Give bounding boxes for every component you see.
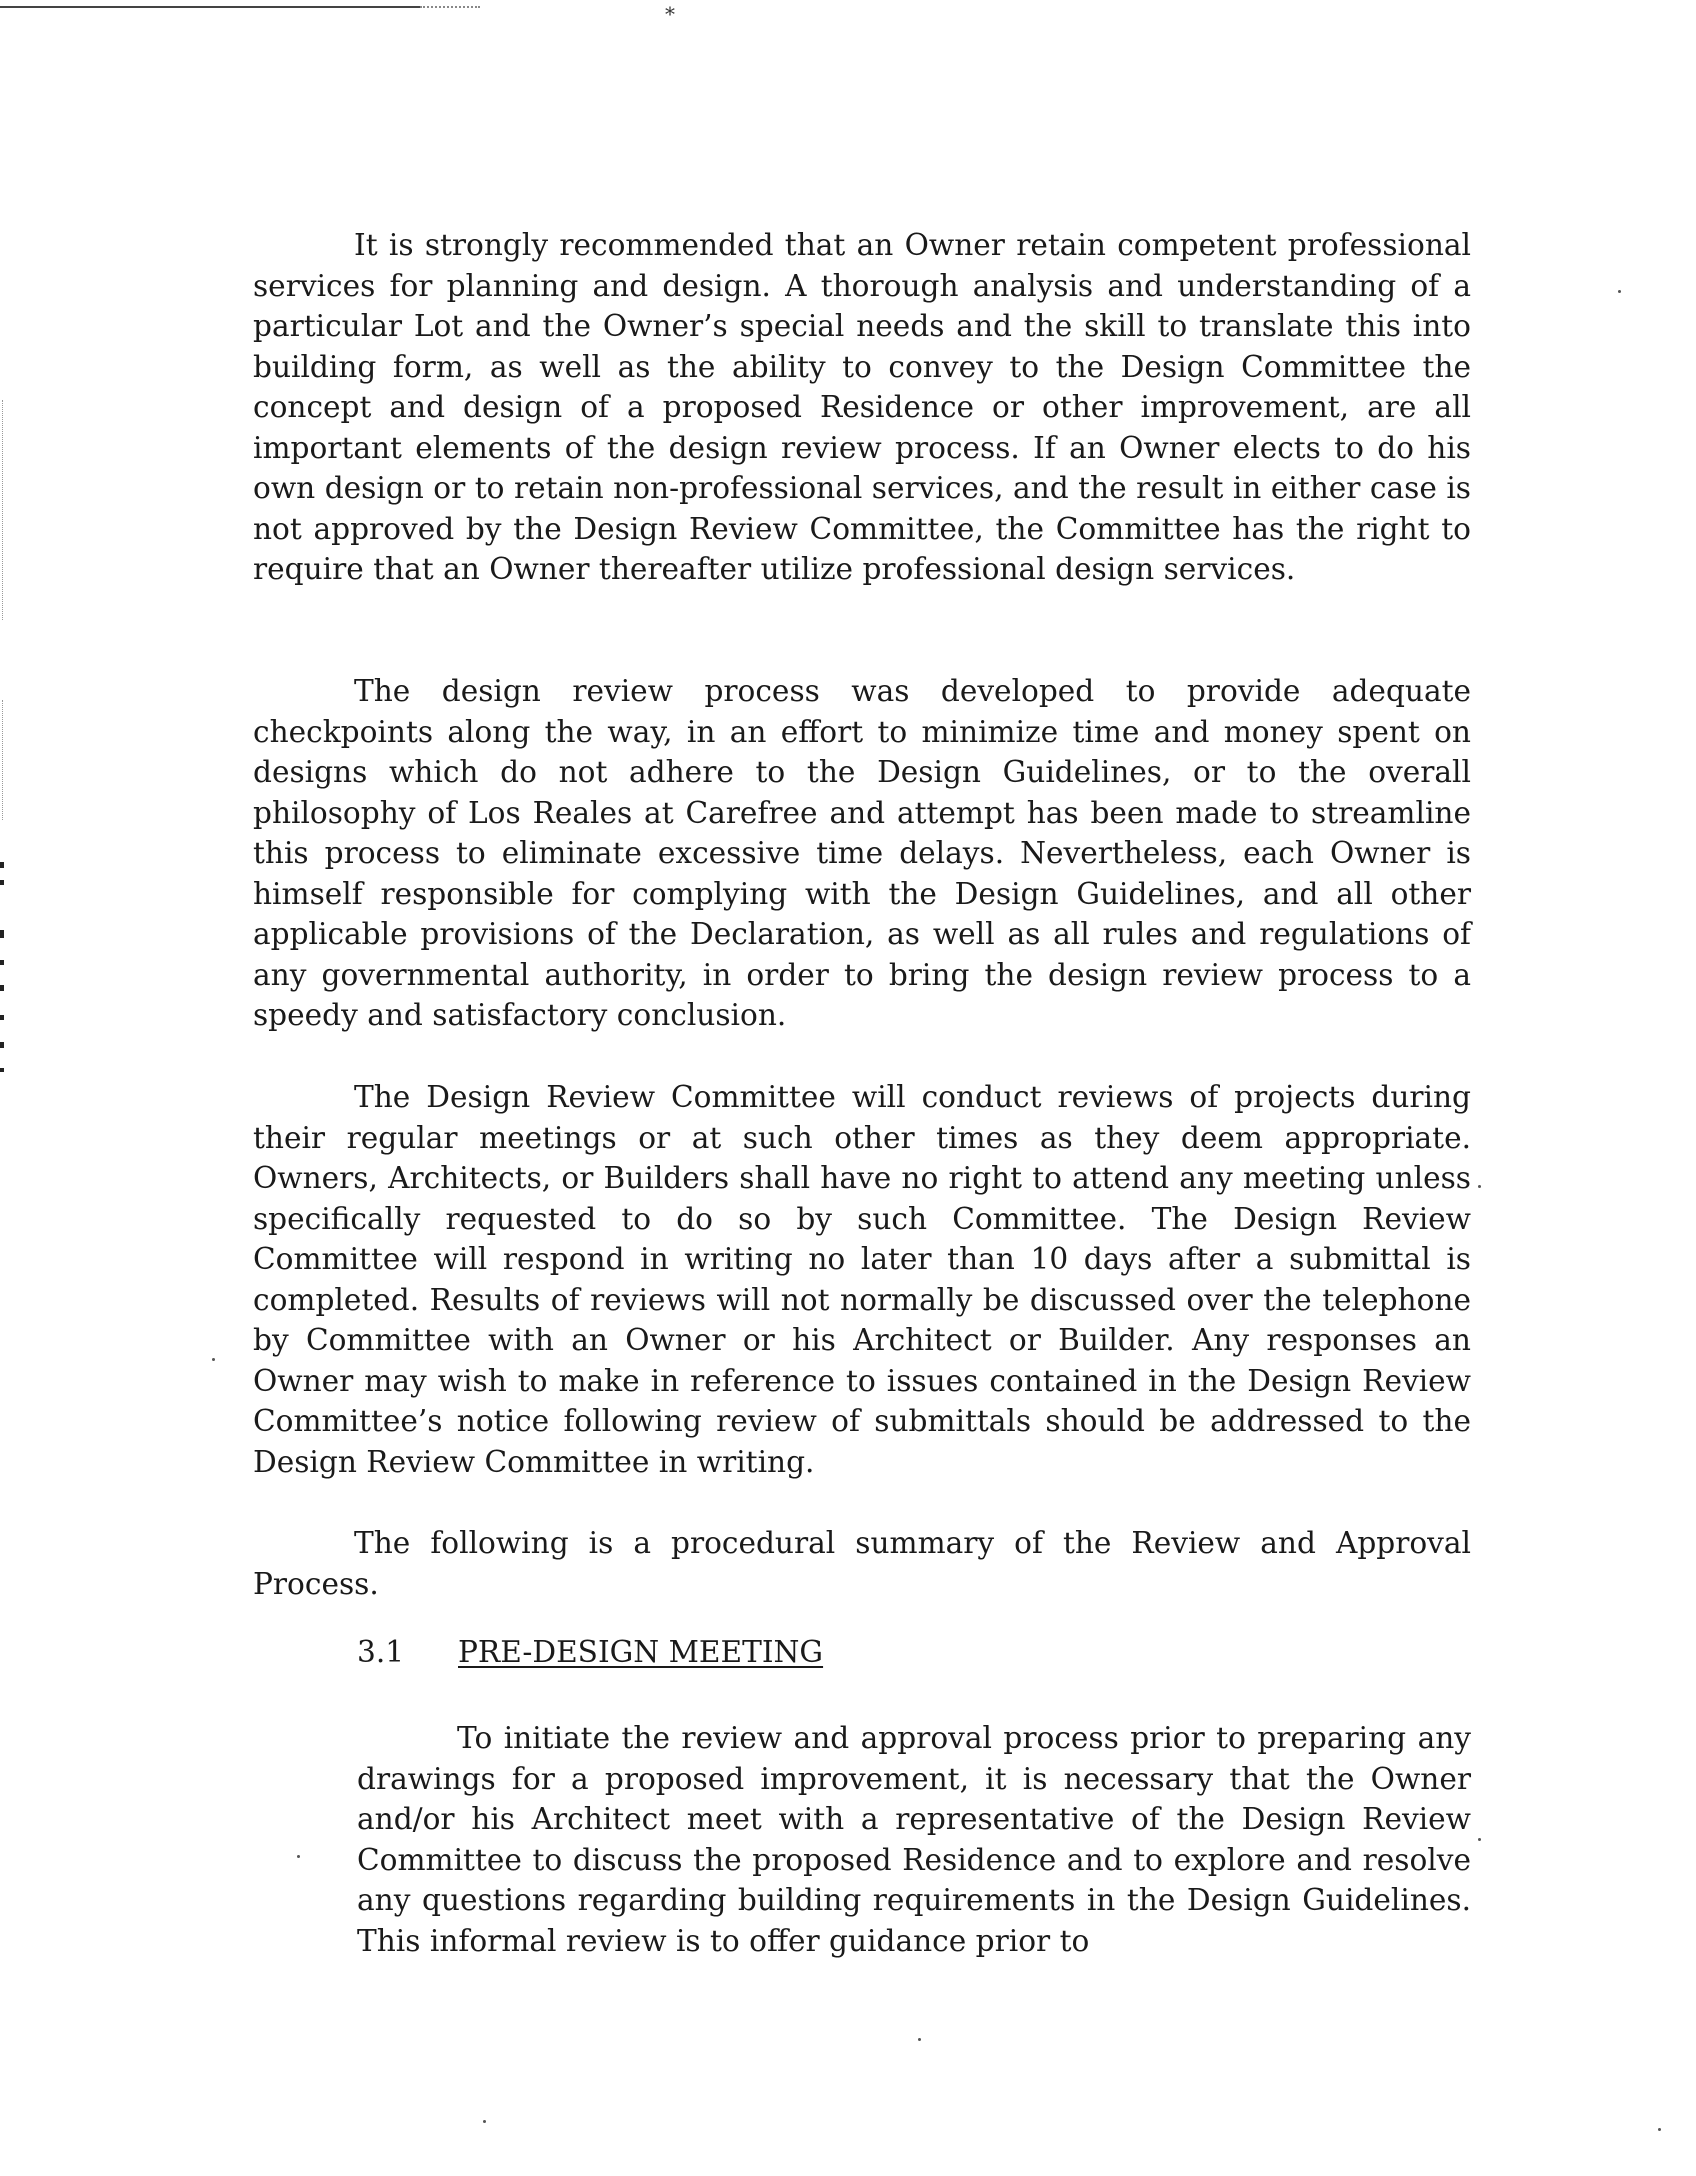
scan-edge-mark: [0, 880, 4, 885]
scan-edge-dots: [2, 400, 3, 620]
scan-edge-mark: [0, 862, 4, 868]
section-title: PRE-DESIGN MEETING: [458, 1635, 824, 1669]
scan-speck: [297, 1855, 300, 1858]
paragraph-procedural-summary: [253, 1523, 1471, 1604]
section-body: [357, 1718, 1471, 1961]
scan-edge-mark: [0, 960, 4, 965]
scan-edge-mark: [0, 1068, 4, 1072]
section-heading: [357, 1632, 823, 1673]
scan-speck: [212, 1358, 215, 1361]
top-scan-rule-tail: [420, 6, 480, 8]
top-scan-rule: [0, 6, 420, 8]
scan-edge-dots: [2, 700, 3, 820]
scan-speck: [918, 2038, 921, 2041]
paragraph-text: It is strongly recommended that an Owner retain competent professional services for planning and design. A thorough analysis and understanding of a particular Lot and the Owner’s special needs and the skill to translate this into building form, as well as the ability to convey to the Design Committee the concept and design of a proposed Residence or other improvement, are all important elements of the design review process. If an Owner elects to do his own design or to retain non-professional services, and the result in either case is not approved by the Design Review Committee, the Committee has the right to require that an Owner thereafter utilize professional design services.: [253, 228, 1471, 586]
paragraph-text: The Design Review Committee will conduct reviews of projects during their regular meetings or at such other times as they deem appropriate. Owners, Architects, or Builders shall have no right to attend any meeting unless specifically requested to do so by such Committee. The Design Review Committee will respond in writing no later than 10 days after a submittal is completed. Results of reviews will not normally be discussed over the telephone by Committee with an Owner or his Architect or Builder. Any responses an Owner may wish to make in reference to issues contained in the Design Review Committee’s notice following review of submittals should be addressed to the Design Review Committee in writing.: [253, 1080, 1471, 1479]
paragraph-committee-reviews: [253, 1077, 1471, 1482]
section-number: 3.1: [357, 1635, 405, 1669]
scan-speck: [483, 2120, 486, 2123]
scan-edge-mark: [0, 1015, 4, 1020]
paragraph-professional-services: [253, 225, 1471, 590]
paragraph-text: The design review process was developed to provide adequate checkpoints along the way, in an effort to minimize time and money spent on designs which do not adhere to the Design Guidelines, or to the overall philosophy of Los Reales at Carefree and attempt has been made to streamline this process to eliminate excessive time delays. Nevertheless, each Owner is himself responsible for complying with the Design Guidelines, and all other applicable provisions of the Declaration, as well as all rules and regulations of any governmental authority, in order to bring the design review process to a speedy and satisfactory conclusion.: [253, 674, 1471, 1032]
top-scan-mark: *: [665, 2, 675, 26]
scan-edge-mark: [0, 1042, 4, 1048]
section-body-text: To initiate the review and approval process prior to preparing any drawings for a proposed improvement, it is necessary that the Owner and/or his Architect meet with a representative of the Design Review Committee to discuss the proposed Residence and to explore and resolve any questions regarding building requirements in the Design Guidelines. This informal review is to offer guidance prior to: [357, 1721, 1471, 1958]
paragraph-design-review-process: [253, 671, 1471, 1036]
scan-speck: [1478, 1838, 1481, 1841]
scan-edge-mark: [0, 985, 4, 991]
scan-speck: [1618, 290, 1621, 293]
scan-speck: [1478, 1185, 1481, 1188]
scan-edge-mark: [0, 930, 4, 938]
scan-speck: [1658, 2128, 1661, 2131]
paragraph-text: The following is a procedural summary of the Review and Approval Process.: [253, 1526, 1471, 1601]
